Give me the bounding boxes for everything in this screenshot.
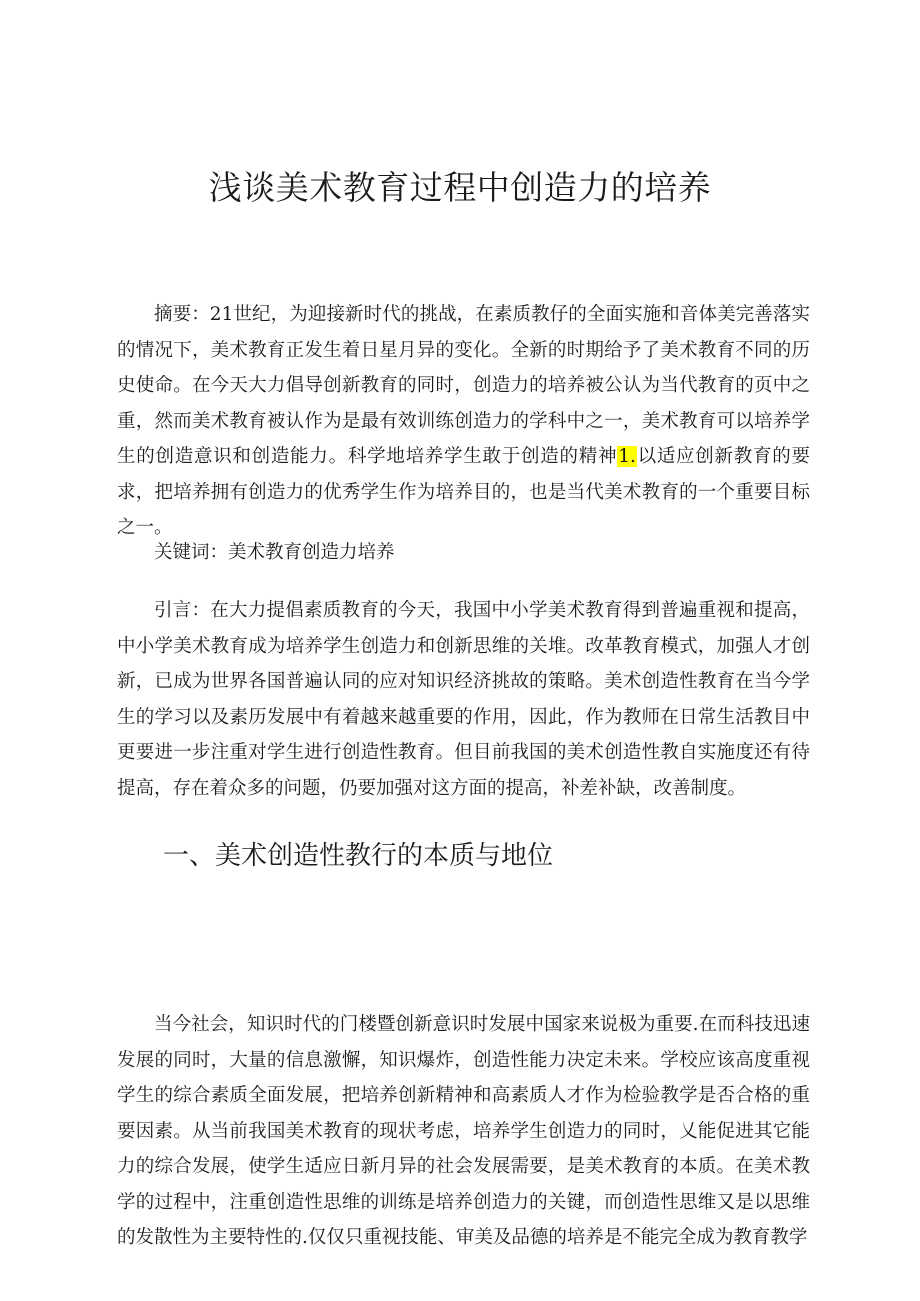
abstract-paragraph	[117, 297, 810, 546]
introduction-paragraph: 引言：在大力提倡素质教育的今天，我国中小学美术教育得到普遍重视和提高，中小学美术教育成为培养学生创造力和创新思维的关堆。改革教育模式，加强人才创新，已成为世界各国普遍认同的应对知识经济挑故的策略。美术创造性教育在当今学生的学习以及素历发展中有着越来越重要的作用，因此，作为教师在日常生活教目中更要进一步注重对学生进行创造性教育。但目前我国的美术创造性教自实施度还有待提高，存在着众多的问题，仍要加强对这方面的提高，补差补缺，改善制度。	[117, 600, 810, 799]
keywords-paragraph: 关键词：美术教育创造力培养	[154, 542, 395, 563]
abstract-text: 摘要：21世纪，为迎接新时代的挑战，在素质教仔的全面实施和音体美完善落实的情况下，美术教育正发生着日星月异的变化。全新的时期给予了美术教育不同的历史使命。在今天大力倡导创新教育的同时，创造力的培养被公认为当代教育的页中之重，然而美术教育被认作为是最有效训练创造力的学科中之一，美术教育可以培养学生的创造意识和创造能力。科学地培养学生敢于创造的精神	[117, 304, 810, 467]
footnote-reference: 1.	[618, 446, 636, 467]
section-heading: 一、美术创造性教行的本质与地位	[163, 841, 554, 871]
abstract-text-continued: 以适应创新教育的要求，把培养拥有创造力的优秀学生作为培养目的，也是当代美术教育的一个重要目标之一。	[117, 446, 810, 538]
document-title: 浅谈美术教育过程中创造力的培养	[208, 168, 712, 207]
section-body-paragraph: 当今社会，知识时代的门楼暨创新意识时发展中国家来说极为重要.在而科技迅速发展的同时，大量的信息激懈，知识爆炸，创造性能力决定未来。学校应该高度重视学生的综合素质全面发展，把培养创新精神和高素质人才作为检验教学是否合格的重要因素。从当前我国美术教育的现状考虑，培养学生创造力的同时，乂能促进其它能力的综合发展，使学生适应日新月异的社会发展需要，是美术教育的本质。在美术教学的过程中，注重创造性思维的训练是培养创造力的关键，而创造性思维又是以思维的发散性为主要特性的.仅仅只重视技能、审美及品德的培养是不能完全成为教育教学	[117, 1014, 810, 1248]
